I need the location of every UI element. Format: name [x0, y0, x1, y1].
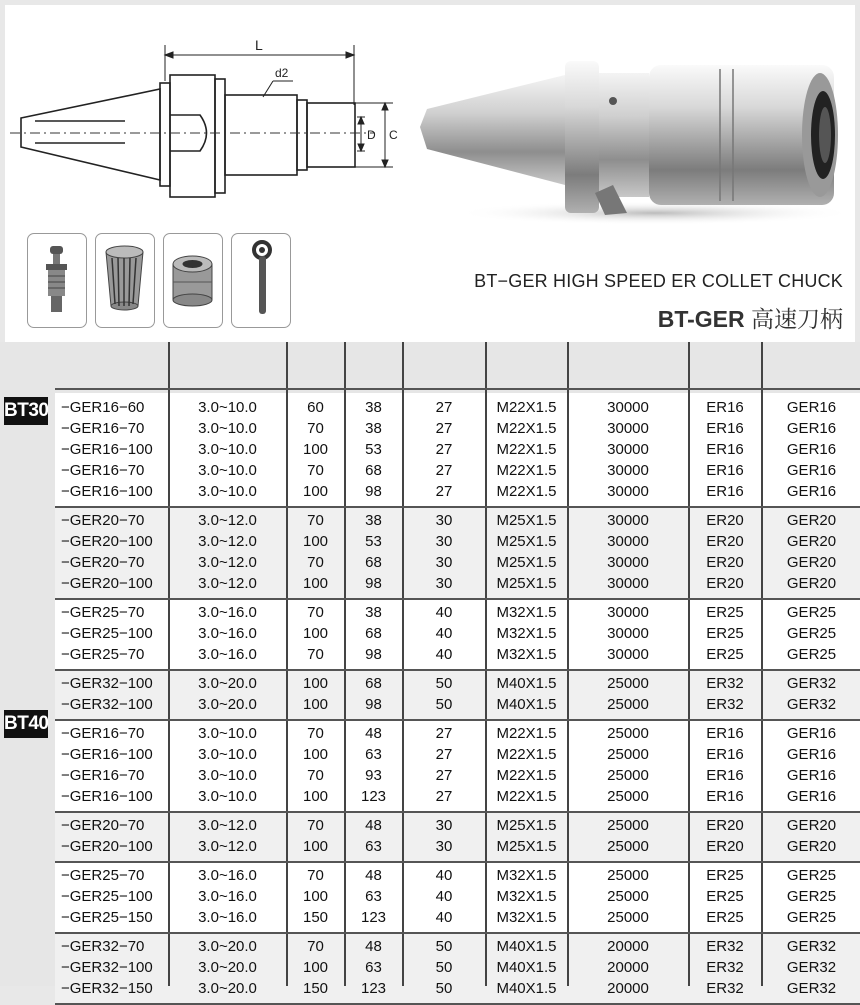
cell-L1: 68 — [365, 554, 382, 571]
cell-phi-c: 27 — [435, 746, 453, 763]
cell-thread-m: M25X1.5 — [496, 817, 557, 834]
cell-nut: GER32 — [786, 980, 837, 997]
cell-L1: 53 — [365, 533, 382, 550]
cell-spec: −GER16−70 — [61, 420, 145, 437]
cell-collet: ER20 — [706, 554, 744, 571]
cell-thread-m: M32X1.5 — [496, 625, 557, 642]
cell-spec: −GER16−100 — [61, 483, 153, 500]
cell-phi-c: 27 — [435, 788, 453, 805]
cell-L1: 68 — [365, 625, 382, 642]
cell-phi-c: 50 — [435, 959, 453, 976]
cell-L: 100 — [302, 959, 329, 976]
cell-nut: GER16 — [786, 767, 837, 784]
cell-spec: −GER25−70 — [61, 646, 145, 663]
cell-max-rpm: 25000 — [607, 909, 649, 926]
cell-spec: −GER16−70 — [61, 725, 145, 742]
cell-phi-c: 30 — [435, 533, 453, 550]
cell-thread-m: M32X1.5 — [496, 867, 557, 884]
cell-collet: ER20 — [706, 533, 744, 550]
cell-nut: GER25 — [786, 646, 837, 663]
cell-L: 150 — [302, 980, 329, 997]
cell-L: 100 — [302, 675, 329, 692]
cell-L1: 48 — [365, 817, 382, 834]
cell-max-rpm: 30000 — [607, 441, 649, 458]
cell-phi-c: 27 — [435, 399, 453, 416]
cell-phi-c: 27 — [435, 420, 453, 437]
cell-clamping-range: 3.0~20.0 — [198, 696, 257, 713]
cell-max-rpm: 30000 — [607, 512, 649, 529]
cell-L1: 98 — [365, 483, 382, 500]
cell-clamping-range: 3.0~16.0 — [198, 909, 257, 926]
cell-collet: ER16 — [706, 420, 744, 437]
cell-L1: 63 — [365, 888, 382, 905]
cell-clamping-range: 3.0~10.0 — [198, 746, 257, 763]
cell-collet: ER16 — [706, 767, 744, 784]
cell-L1: 53 — [365, 441, 382, 458]
cell-L1: 68 — [365, 675, 382, 692]
cell-collet: ER20 — [706, 512, 744, 529]
cell-collet: ER25 — [706, 646, 744, 663]
chuck-photo — [415, 45, 845, 230]
cell-nut: GER32 — [786, 675, 837, 692]
cell-L: 70 — [307, 462, 324, 479]
cell-L1: 123 — [360, 909, 387, 926]
cell-phi-c: 40 — [435, 867, 453, 884]
cell-collet: ER16 — [706, 462, 744, 479]
header-clamping-range — [170, 342, 285, 388]
cell-spec: −GER16−100 — [61, 746, 153, 763]
cell-L: 70 — [307, 512, 324, 529]
cell-max-rpm: 30000 — [607, 625, 649, 642]
cell-nut: GER25 — [786, 625, 837, 642]
product-title-cn — [658, 301, 843, 334]
cell-clamping-range: 3.0~12.0 — [198, 838, 257, 855]
cell-collet: ER20 — [706, 817, 744, 834]
cell-phi-c: 30 — [435, 512, 453, 529]
cell-spec: −GER20−100 — [61, 575, 153, 592]
cell-clamping-range: 3.0~20.0 — [198, 980, 257, 997]
cell-spec: −GER16−100 — [61, 788, 153, 805]
cell-L: 70 — [307, 604, 324, 621]
product-model: BT-GER — [657, 306, 745, 332]
cell-max-rpm: 30000 — [607, 399, 649, 416]
product-name-cn: 高速刀柄 — [751, 306, 843, 332]
cell-nut: GER16 — [786, 420, 837, 437]
series-column — [0, 342, 52, 986]
row-divider — [55, 932, 860, 934]
cell-thread-m: M22X1.5 — [496, 746, 557, 763]
cell-L: 100 — [302, 625, 329, 642]
cell-spec: −GER25−70 — [61, 604, 145, 621]
cell-L1: 48 — [365, 725, 382, 742]
cell-collet: ER25 — [706, 625, 744, 642]
cell-phi-c: 40 — [435, 625, 453, 642]
cell-thread-m: M40X1.5 — [496, 696, 557, 713]
cell-L1: 63 — [365, 746, 382, 763]
product-header — [5, 5, 855, 342]
cell-phi-c: 40 — [435, 909, 453, 926]
cell-L: 100 — [302, 788, 329, 805]
cell-spec: −GER20−70 — [61, 554, 145, 571]
cell-L: 100 — [302, 838, 329, 855]
cell-nut: GER16 — [786, 462, 837, 479]
cell-L1: 98 — [365, 646, 382, 663]
cell-clamping-range: 3.0~10.0 — [198, 462, 257, 479]
cell-nut: GER16 — [786, 441, 837, 458]
cell-thread-m: M22X1.5 — [496, 441, 557, 458]
cell-max-rpm: 25000 — [607, 838, 649, 855]
cell-L1: 123 — [360, 980, 387, 997]
cell-L1: 98 — [365, 575, 382, 592]
cell-thread-m: M22X1.5 — [496, 399, 557, 416]
cell-max-rpm: 25000 — [607, 788, 649, 805]
cell-L: 60 — [307, 399, 324, 416]
cell-L1: 38 — [365, 399, 382, 416]
dim-label-C: C — [389, 128, 398, 142]
cell-phi-c: 50 — [435, 938, 453, 955]
cell-L1: 93 — [365, 767, 382, 784]
cell-clamping-range: 3.0~10.0 — [198, 483, 257, 500]
cell-collet: ER32 — [706, 980, 744, 997]
cell-L1: 98 — [365, 696, 382, 713]
technical-drawing — [5, 5, 405, 230]
cell-spec: −GER16−60 — [61, 399, 145, 416]
cell-L: 100 — [302, 575, 329, 592]
cell-L1: 48 — [365, 867, 382, 884]
spec-table — [0, 342, 860, 997]
cell-nut: GER16 — [786, 399, 837, 416]
cell-clamping-range: 3.0~12.0 — [198, 512, 257, 529]
cell-L1: 123 — [360, 788, 387, 805]
cell-phi-c: 30 — [435, 575, 453, 592]
cell-clamping-range: 3.0~12.0 — [198, 575, 257, 592]
cell-collet: ER16 — [706, 746, 744, 763]
cell-spec: −GER32−100 — [61, 675, 153, 692]
dim-label-L: L — [255, 37, 263, 53]
cell-clamping-range: 3.0~20.0 — [198, 675, 257, 692]
cell-collet: ER16 — [706, 788, 744, 805]
header-collet — [690, 342, 760, 388]
dim-label-D: D — [367, 128, 376, 142]
cell-max-rpm: 25000 — [607, 888, 649, 905]
cell-max-rpm: 25000 — [607, 725, 649, 742]
pull-stud-icon — [27, 233, 87, 328]
cell-L: 70 — [307, 646, 324, 663]
cell-thread-m: M25X1.5 — [496, 575, 557, 592]
header-nut — [763, 342, 860, 388]
cell-thread-m: M25X1.5 — [496, 512, 557, 529]
cell-collet: ER16 — [706, 725, 744, 742]
header-max-rpm — [569, 342, 687, 388]
cell-max-rpm: 30000 — [607, 462, 649, 479]
product-title-en: BT−GER HIGH SPEED ER COLLET CHUCK — [474, 271, 843, 291]
table-grid — [55, 342, 860, 997]
cell-L: 70 — [307, 938, 324, 955]
cell-nut: GER32 — [786, 959, 837, 976]
row-divider — [55, 598, 860, 600]
cell-collet: ER25 — [706, 867, 744, 884]
cell-collet: ER32 — [706, 696, 744, 713]
cell-L: 70 — [307, 867, 324, 884]
row-divider — [55, 811, 860, 813]
cell-nut: GER25 — [786, 888, 837, 905]
cell-nut: GER32 — [786, 938, 837, 955]
cell-L: 70 — [307, 725, 324, 742]
cell-phi-c: 30 — [435, 554, 453, 571]
cell-clamping-range: 3.0~12.0 — [198, 533, 257, 550]
cell-thread-m: M22X1.5 — [496, 788, 557, 805]
cell-spec: −GER25−100 — [61, 888, 153, 905]
cell-clamping-range: 3.0~10.0 — [198, 767, 257, 784]
cell-collet: ER16 — [706, 483, 744, 500]
cell-collet: ER32 — [706, 959, 744, 976]
cell-thread-m: M25X1.5 — [496, 838, 557, 855]
cell-clamping-range: 3.0~10.0 — [198, 441, 257, 458]
cell-phi-c: 50 — [435, 675, 453, 692]
cell-L: 100 — [302, 746, 329, 763]
cell-L1: 38 — [365, 420, 382, 437]
cell-spec: −GER20−100 — [61, 838, 153, 855]
cell-thread-m: M22X1.5 — [496, 420, 557, 437]
series-label-bt30: BT30 — [4, 397, 48, 425]
cell-phi-c: 27 — [435, 462, 453, 479]
cell-thread-m: M22X1.5 — [496, 462, 557, 479]
cell-clamping-range: 3.0~16.0 — [198, 604, 257, 621]
cell-clamping-range: 3.0~10.0 — [198, 725, 257, 742]
cell-clamping-range: 3.0~16.0 — [198, 867, 257, 884]
cell-L1: 68 — [365, 462, 382, 479]
cell-L: 70 — [307, 767, 324, 784]
cell-max-rpm: 30000 — [607, 646, 649, 663]
cell-spec: −GER20−100 — [61, 533, 153, 550]
cell-clamping-range: 3.0~10.0 — [198, 420, 257, 437]
cell-collet: ER16 — [706, 441, 744, 458]
cell-nut: GER25 — [786, 909, 837, 926]
cell-spec: −GER32−70 — [61, 938, 145, 955]
cell-collet: ER25 — [706, 888, 744, 905]
header-spec — [55, 342, 167, 388]
cell-phi-c: 50 — [435, 696, 453, 713]
cell-nut: GER20 — [786, 554, 837, 571]
cell-max-rpm: 25000 — [607, 675, 649, 692]
cell-clamping-range: 3.0~12.0 — [198, 817, 257, 834]
cell-L1: 63 — [365, 838, 382, 855]
cell-L: 100 — [302, 696, 329, 713]
cell-phi-c: 27 — [435, 725, 453, 742]
cell-nut: GER25 — [786, 604, 837, 621]
cell-nut: GER32 — [786, 696, 837, 713]
row-divider — [55, 861, 860, 863]
cell-thread-m: M40X1.5 — [496, 938, 557, 955]
header-L — [288, 342, 343, 388]
cell-collet: ER20 — [706, 575, 744, 592]
cell-nut: GER20 — [786, 533, 837, 550]
cell-thread-m: M25X1.5 — [496, 533, 557, 550]
row-divider — [55, 506, 860, 508]
cell-max-rpm: 30000 — [607, 604, 649, 621]
cell-thread-m: M32X1.5 — [496, 909, 557, 926]
cell-phi-c: 30 — [435, 838, 453, 855]
cell-nut: GER25 — [786, 867, 837, 884]
row-divider — [55, 1003, 860, 1005]
cell-L1: 38 — [365, 512, 382, 529]
cell-L1: 63 — [365, 959, 382, 976]
cell-nut: GER16 — [786, 483, 837, 500]
cell-spec: −GER25−100 — [61, 625, 153, 642]
row-divider — [55, 388, 860, 390]
cell-L: 70 — [307, 420, 324, 437]
cell-phi-c: 27 — [435, 767, 453, 784]
cell-thread-m: M22X1.5 — [496, 483, 557, 500]
cell-L: 70 — [307, 554, 324, 571]
cell-nut: GER16 — [786, 746, 837, 763]
cell-spec: −GER16−100 — [61, 441, 153, 458]
cell-nut: GER20 — [786, 575, 837, 592]
cell-spec: −GER25−70 — [61, 867, 145, 884]
cell-L1: 48 — [365, 938, 382, 955]
cell-collet: ER32 — [706, 938, 744, 955]
cell-phi-c: 50 — [435, 980, 453, 997]
cell-nut: GER16 — [786, 788, 837, 805]
cell-max-rpm: 30000 — [607, 483, 649, 500]
cell-max-rpm: 30000 — [607, 575, 649, 592]
cell-L: 100 — [302, 888, 329, 905]
cell-spec: −GER20−70 — [61, 512, 145, 529]
cell-thread-m: M32X1.5 — [496, 646, 557, 663]
cell-phi-c: 27 — [435, 441, 453, 458]
cell-phi-c: 27 — [435, 483, 453, 500]
cell-collet: ER20 — [706, 838, 744, 855]
cell-spec: −GER25−150 — [61, 909, 153, 926]
cell-max-rpm: 20000 — [607, 980, 649, 997]
cell-max-rpm: 30000 — [607, 554, 649, 571]
cell-max-rpm: 25000 — [607, 867, 649, 884]
series-label-bt40: BT40 — [4, 710, 48, 738]
cell-L: 100 — [302, 441, 329, 458]
cell-clamping-range: 3.0~12.0 — [198, 554, 257, 571]
header-thread-m — [487, 342, 566, 388]
cell-collet: ER32 — [706, 675, 744, 692]
cell-thread-m: M22X1.5 — [496, 767, 557, 784]
cell-phi-c: 40 — [435, 646, 453, 663]
row-divider — [55, 669, 860, 671]
cell-thread-m: M40X1.5 — [496, 959, 557, 976]
cell-spec: −GER32−150 — [61, 980, 153, 997]
cell-clamping-range: 3.0~20.0 — [198, 959, 257, 976]
cell-thread-m: M32X1.5 — [496, 604, 557, 621]
cell-spec: −GER16−70 — [61, 767, 145, 784]
cell-max-rpm: 30000 — [607, 420, 649, 437]
cell-nut: GER20 — [786, 817, 837, 834]
cell-max-rpm: 25000 — [607, 696, 649, 713]
cell-max-rpm: 20000 — [607, 959, 649, 976]
cell-L1: 38 — [365, 604, 382, 621]
cell-thread-m: M25X1.5 — [496, 554, 557, 571]
cell-max-rpm: 30000 — [607, 533, 649, 550]
cell-clamping-range: 3.0~16.0 — [198, 646, 257, 663]
cell-nut: GER20 — [786, 512, 837, 529]
cell-collet: ER16 — [706, 399, 744, 416]
er-collet-icon — [95, 233, 155, 328]
cell-nut: GER16 — [786, 725, 837, 742]
cell-clamping-range: 3.0~20.0 — [198, 938, 257, 955]
cell-max-rpm: 25000 — [607, 817, 649, 834]
cell-nut: GER20 — [786, 838, 837, 855]
cell-L: 100 — [302, 483, 329, 500]
cell-phi-c: 40 — [435, 888, 453, 905]
wrench-icon — [231, 233, 291, 328]
cell-collet: ER25 — [706, 604, 744, 621]
cell-thread-m: M22X1.5 — [496, 725, 557, 742]
cell-max-rpm: 25000 — [607, 746, 649, 763]
row-divider — [55, 719, 860, 721]
cell-clamping-range: 3.0~10.0 — [198, 788, 257, 805]
cell-thread-m: M40X1.5 — [496, 675, 557, 692]
cell-spec: −GER16−70 — [61, 462, 145, 479]
cell-clamping-range: 3.0~10.0 — [198, 399, 257, 416]
cell-spec: −GER32−100 — [61, 959, 153, 976]
cell-phi-c: 30 — [435, 817, 453, 834]
cell-L: 70 — [307, 817, 324, 834]
cell-clamping-range: 3.0~16.0 — [198, 625, 257, 642]
cell-collet: ER25 — [706, 909, 744, 926]
cell-max-rpm: 25000 — [607, 767, 649, 784]
dim-label-d2: d2 — [275, 66, 289, 80]
cell-spec: −GER32−100 — [61, 696, 153, 713]
header-L1 — [346, 342, 401, 388]
header-phi-c — [404, 342, 484, 388]
cell-clamping-range: 3.0~16.0 — [198, 888, 257, 905]
cell-max-rpm: 20000 — [607, 938, 649, 955]
cell-thread-m: M40X1.5 — [496, 980, 557, 997]
cell-spec: −GER20−70 — [61, 817, 145, 834]
cell-phi-c: 40 — [435, 604, 453, 621]
cell-L: 100 — [302, 533, 329, 550]
cell-L: 150 — [302, 909, 329, 926]
collet-nut-icon — [163, 233, 223, 328]
cell-thread-m: M32X1.5 — [496, 888, 557, 905]
